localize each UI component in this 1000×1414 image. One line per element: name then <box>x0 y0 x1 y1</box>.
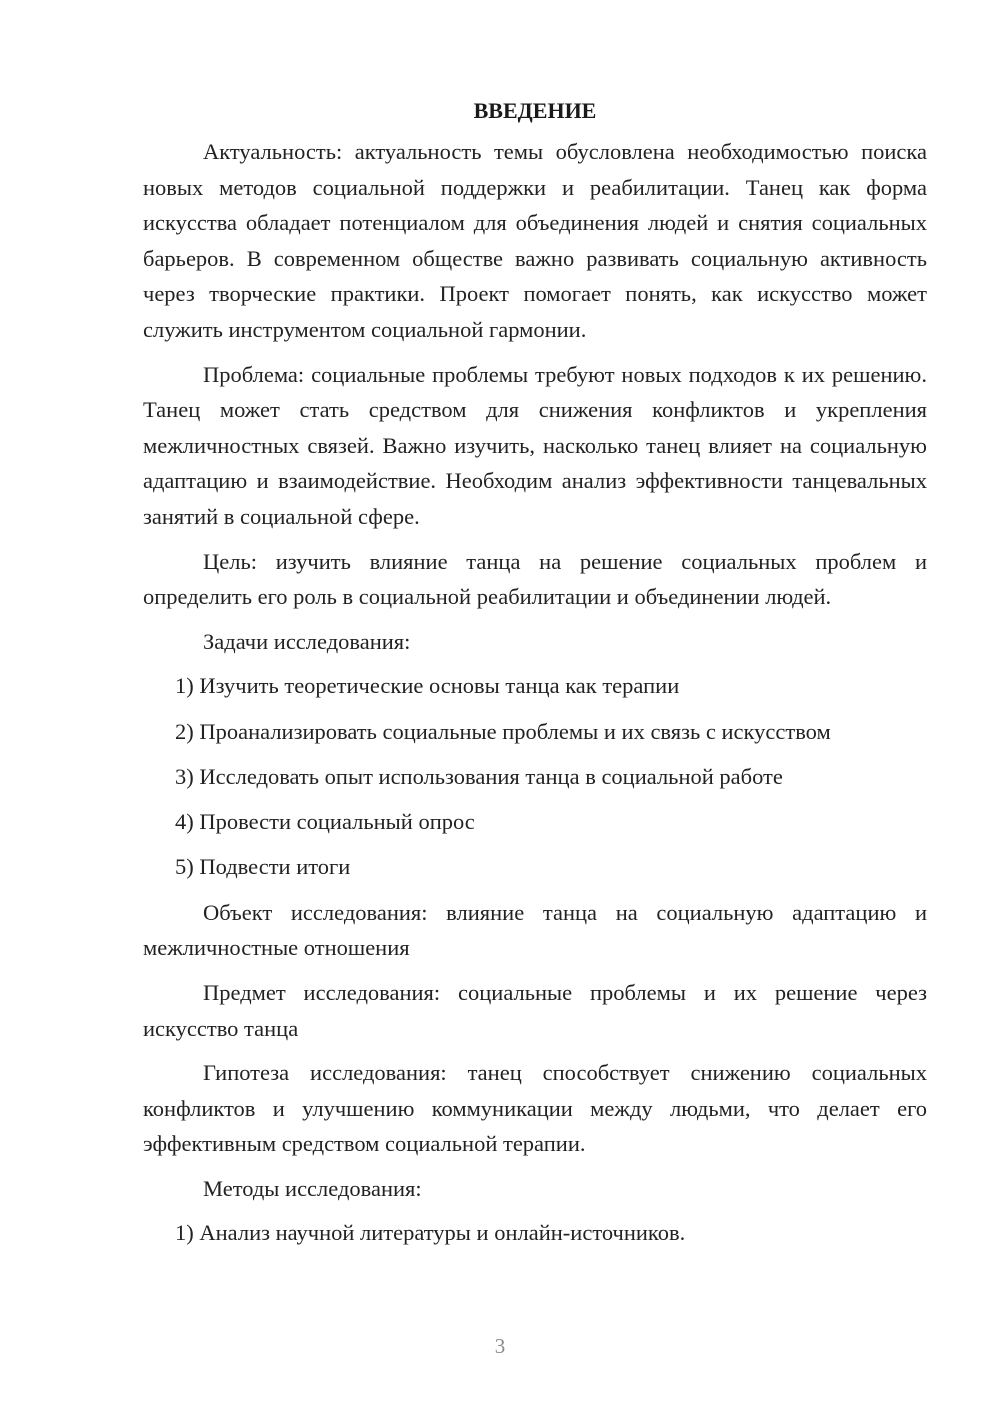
methods-heading: Методы исследования: <box>203 1175 422 1201</box>
task-item: 3) Исследовать опыт использования танца в социальной работе <box>175 763 783 789</box>
task-item: 5) Подвести итоги <box>175 854 351 880</box>
page-title: ВВЕДЕНИЕ <box>473 98 597 123</box>
goal-paragraph: Цель: изучить влияние танца на решение социальных проблем и определить его роль в социальной реабилитации и объединении людей. <box>143 548 927 610</box>
page-content <box>143 96 927 1261</box>
subject-paragraph: Предмет исследования: социальные проблемы и их решение через искусство танца <box>143 979 927 1041</box>
relevance-paragraph: Актуальность: актуальность темы обусловлена необходимостью поиска новых методов социальной поддержки и реабилитации. Танец как форма искусства обладает потенциалом для объединения людей и снятия социальных барьеров. В современном обществе важно развивать социальную активность через творческие практики. Проект помогает понять, как искусство может служить инструментом социальной гармонии. <box>143 139 927 342</box>
task-item: 2) Проанализировать социальные проблемы и их связь с искусством <box>175 718 831 744</box>
page-number: 3 <box>494 1334 506 1358</box>
tasks-heading: Задачи исследования: <box>203 628 411 654</box>
methods-list <box>143 1215 927 1251</box>
hypothesis-paragraph: Гипотеза исследования: танец способствует снижению социальных конфликтов и улучшению коммуникации между людьми, что делает его эффективным средством социальной терапии. <box>143 1060 927 1157</box>
method-item: 1) Анализ научной литературы и онлайн-источников. <box>175 1220 686 1246</box>
task-item: 4) Провести социальный опрос <box>175 809 475 835</box>
object-paragraph: Объект исследования: влияние танца на социальную адаптацию и межличностные отношения <box>143 899 927 961</box>
problem-paragraph: Проблема: социальные проблемы требуют новых подходов к их решению. Танец может стать средством для снижения конфликтов и укрепления межличностных связей. Важно изучить, насколько танец влияет на социальную адаптацию и взаимодействие. Необходим анализ эффективности танцевальных занятий в социальной сфере. <box>143 361 927 529</box>
tasks-list <box>143 668 927 885</box>
task-item: 1) Изучить теоретические основы танца как терапии <box>175 673 680 699</box>
